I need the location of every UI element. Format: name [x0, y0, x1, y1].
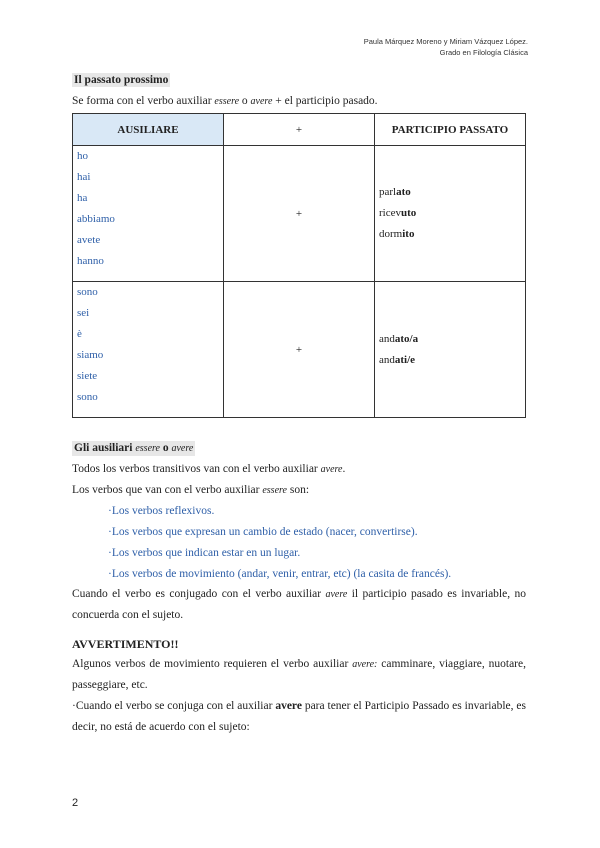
- participle-list-essere: [375, 282, 526, 418]
- aux-item: hai: [77, 171, 91, 183]
- table-header-row: [73, 114, 526, 146]
- aux-item: siamo: [77, 349, 104, 361]
- header-degree: Grado en Filología Clásica: [439, 48, 528, 57]
- aux-item: siete: [77, 370, 98, 382]
- paragraph-essere-list-intro: Los verbos que van con el verbo auxiliar essere son:: [72, 484, 310, 496]
- plus-cell: +: [224, 146, 375, 282]
- participle-item: andati/e: [379, 353, 416, 366]
- aux-item: è: [77, 328, 82, 340]
- participle-list-avere: [375, 146, 526, 282]
- aux-item: avete: [77, 234, 101, 246]
- list-item: ·Los verbos que expresan un cambio de estado (nacer, convertirse).: [108, 526, 418, 538]
- aux-item: ha: [77, 192, 88, 204]
- section-title-avvertimento: AVVERTIMENTO!!: [72, 637, 179, 651]
- page-number: 2: [72, 797, 79, 809]
- list-item: ·Los verbos reflexivos.: [108, 505, 215, 517]
- aux-item: sono: [77, 391, 98, 403]
- participle-item: dormito: [379, 228, 415, 240]
- participle-item: andato/a: [379, 332, 419, 345]
- participle-item: ricevuto: [379, 207, 417, 219]
- header-authors: Paula Márquez Moreno y Miriam Vázquez López.: [363, 37, 528, 46]
- aux-item: hanno: [77, 255, 104, 267]
- intro-line: Se forma con el verbo auxiliar essere o avere + el participio pasado.: [72, 95, 378, 107]
- header-participio: PARTICIPIO PASSATO: [375, 114, 526, 146]
- aux-list-avere: [73, 146, 224, 282]
- aux-list-essere: [73, 282, 224, 418]
- aux-item: sono: [77, 286, 98, 298]
- list-item: ·Los verbos que indican estar en un lugar.: [108, 547, 301, 559]
- paragraph-invariable: Cuando el verbo es conjugado con el verbo auxiliar avere il participio pasado es invariable, no concuerda con el sujeto.: [72, 588, 527, 621]
- aux-item: abbiamo: [77, 213, 115, 225]
- paragraph-transitivos: Todos los verbos transitivos van con el verbo auxiliar avere.: [72, 463, 346, 475]
- table-row-avere: [73, 146, 526, 282]
- header-plus: +: [224, 114, 375, 146]
- conjugation-table: [72, 113, 526, 418]
- aux-item: ho: [77, 150, 88, 162]
- paragraph-avere-invariable: ·Cuando el verbo se conjuga con el auxiliar avere para tener el Participio Passado es invariable, es decir, no está de acuerdo con el sujeto:: [72, 700, 526, 733]
- table-row-essere: [73, 282, 526, 418]
- participle-item: parlato: [379, 186, 411, 198]
- plus-cell: +: [224, 282, 375, 418]
- section-title-ausiliari: Gli ausiliari essere o avere: [74, 442, 194, 454]
- paragraph-movimiento: Algunos verbos de movimiento requieren el verbo auxiliar avere: camminare, viaggiare, nuotare, passeggiare, etc.: [72, 658, 526, 691]
- section-title-passato-prossimo: Il passato prossimo: [74, 74, 169, 86]
- header-ausiliare: AUSILIARE: [73, 114, 224, 146]
- list-item: ·Los verbos de movimiento (andar, venir, entrar, etc) (la casita de francés).: [108, 568, 452, 580]
- page-header: [364, 36, 528, 58]
- aux-item: sei: [77, 307, 90, 319]
